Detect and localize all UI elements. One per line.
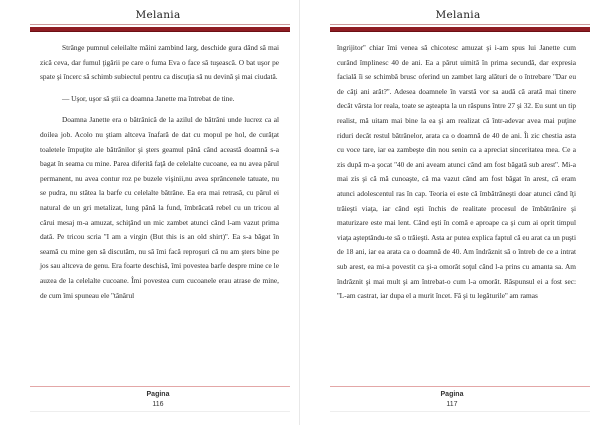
paragraph: Doamna Janette era o bătrânică de la azilul de bătrâni unde lucrez ca al doilea job. Acolo nu ştiam altceva înafară de dat cu mopul pe hol, de curăţat toaletele împuţite ale bătrânilor şi şters geamul până când această doamnă s-a bagat în seama cu mine. Parea diferită faţă de celelalte cucoane, ea nu avea părul permanent, nu avea contur roz pe buzele vişinii,nu avea sprâncenele tatuate, nu se pudra, nu stătea la barfe cu celelalte bătrâne. Ea era mai retrasă, cu părul ei natural de un gri metalizat, lung până la fund, îmbrăcată rebel cu un tricou al cărui mesaj m-a amuzat, schiţând un mic zambet atunci când l-am vazut prima dată. Pe tricou scria ''I am a virgin (But this is an old shirt)''. Ea s-a băgat în seamă cu mine gen să discutăm, nu să îmi facă reproşuri că nu am şters bine pe jos sau altceva de genu. Era foarte deschisă, îmi povestea barfe despre mine ce le auzea de la celelalte cucoane. Îmi povestea cum cucoanele erau atrase de mine, de cum îmi spuneau ele ''tânărul [40, 115, 279, 300]
page-number: 116 [152, 401, 164, 408]
paragraph: Strânge pumnul celeilalte mâini zambind larg, deschide gura dând să mai zică ceva, dar fumul ţigării pe care o fuma Eva o face să tuşească. O bat uşor pe spate şi încerc să schimb subiectul pentru ca discuţia să nu devină şi mai ciudată. [40, 43, 279, 82]
page-body-text [40, 41, 279, 303]
header-divider [30, 27, 290, 32]
running-header-title: Melania [435, 9, 481, 21]
footer-divider [30, 386, 290, 387]
running-header-title: Melania [135, 9, 181, 21]
page-number: 117 [446, 401, 458, 408]
page-body-text [337, 41, 576, 304]
footer-underline [330, 411, 590, 412]
page-footer-label: Pagina [440, 391, 464, 398]
dialogue-paragraph: — Uşor, uşor să ştii ca doamna Janette ma întrebat de tine. [62, 93, 235, 103]
page-footer-label: Pagina [146, 391, 170, 398]
right-page [300, 0, 600, 425]
paragraph: îngrijitor'' chiar îmi venea să chicotesc amuzat şi i-am spus lui Janette cum curând împlinesc 40 de ani. Ea a părut uimită în prima secundă, dar expresia facială îi se schimbă brusc oferind un zambet larg alături de o întrebare ''Dar eu de câţi ani arăt?''. Adesea doamnele în varstă vor sa audă că arată mai tinere decât vârsta lor reala, toate se aşteapta la un răspuns între 27 şi 32. Eu sunt un tip realist, mă uitam mai bine la ea şi am realizat că într-adevar avea mai puţine riduri decât restul bătrânelor, arata ca o doamnă de 40 de ani. Îi zic chestia asta cu voce tare, iar ea zambeşte din nou senin ca a apreciat sinceritatea mea. Ce a zis după m-a şocat ''40 de ani aveam atunci când am fost băgată sub arest''. Mi-a mai zis şi că mă cunoaşte, că ma vazut când am fost băgat în arest, că eram atunci adolescentul ras în cap. Teoria ei este că îmbătrâneşti doar atunci când îţi trăieşti viaţa, iar când eşti închis de realitate procesul de îmbătrânire şi maturizare este mai lent. Când eşti în comă e aproape ca şi cum ai oprit timpul viaţa aşteptându-te să o trăieşti. Asta ar putea explica faptul că eu arat ca un puşti de 18 ani, iar ea arata ca o doamnă de 40. Am îndrăznit să o întreb de ce a intrat sub arest, ea mi-a povestit ca şi-a omorât soţul când l-a prins cu amanta sa. Am îndrăznit şi mai mult şi am întrebat-o cum l-a omorât. Răspunsul ei a fost sec: ''L-am castrat, iar dupa el a murit încet. Fă şi tu legăturile'' am ramas [337, 43, 576, 301]
footer-underline [30, 411, 290, 412]
header-divider [330, 27, 590, 32]
footer-divider [330, 386, 590, 387]
